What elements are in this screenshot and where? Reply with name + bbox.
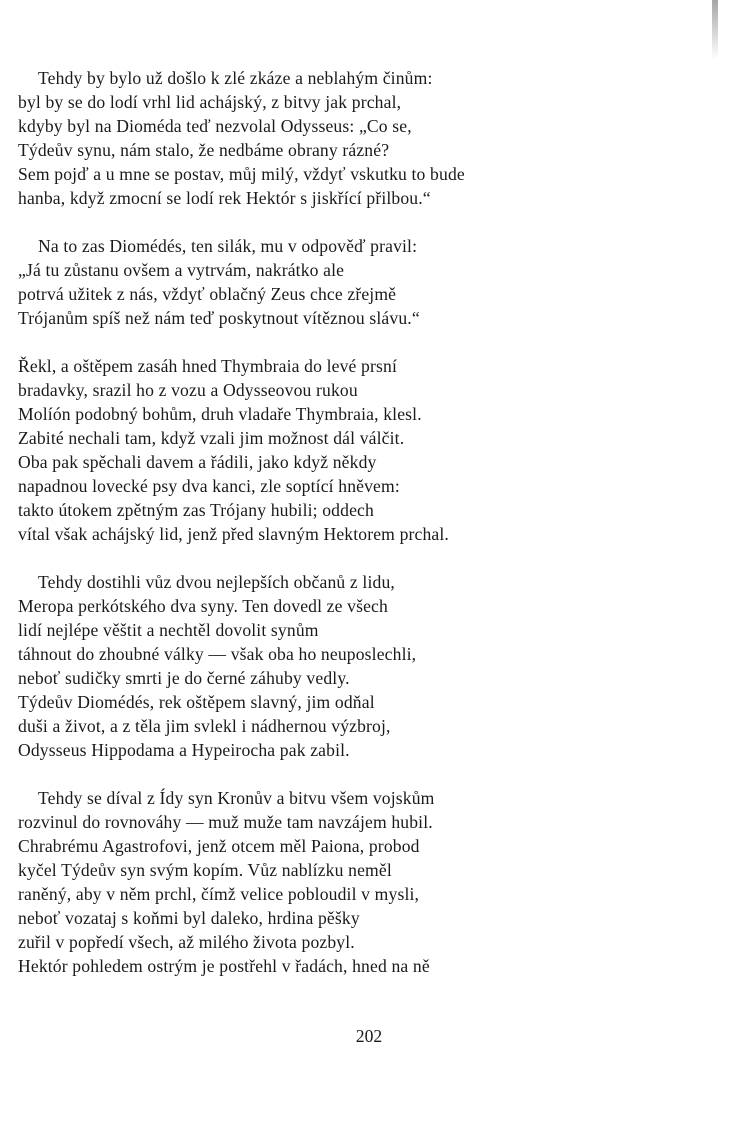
- verse-line: Odysseus Hippodama a Hypeirocha pak zabil.: [18, 740, 350, 760]
- verse-line: hanba, když zmocní se lodí rek Hektór s jiskřící přilbou.“: [18, 188, 431, 208]
- verse-line: zuřil v popředí všech, až milého života pozbyl.: [18, 932, 355, 952]
- verse-line: Trójanům spíš než nám teď poskytnout vítěznou slávu.“: [18, 308, 420, 328]
- verse-line: neboť vozataj s koňmi byl daleko, hrdina pěšky: [18, 908, 360, 928]
- verse-line: Tehdy by bylo už došlo k zlé zkáze a neblahým činům:: [38, 68, 433, 88]
- verse-line: Zabité nechali tam, když vzali jim možnost dál válčit.: [18, 428, 405, 448]
- verse-line: neboť sudičky smrti je do černé záhuby vedly.: [18, 668, 350, 688]
- page-edge-shadow: [712, 0, 718, 60]
- verse-line: rozvinul do rovnováhy — muž muže tam navzájem hubil.: [18, 812, 433, 832]
- verse-line: vítal však achájský lid, jenž před slavným Hektorem prchal.: [18, 524, 449, 544]
- verse-line: kyčel Týdeův syn svým kopím. Vůz nablízku neměl: [18, 860, 392, 880]
- verse-line: Meropa perkótského dva syny. Ten dovedl ze všech: [18, 596, 388, 616]
- verse-line: Sem pojď a u mne se postav, můj milý, vždyť vskutku to bude: [18, 164, 465, 184]
- stanza: [18, 786, 718, 978]
- verse-line: Na to zas Diomédés, ten silák, mu v odpověď pravil:: [38, 236, 418, 256]
- stanza: [18, 234, 718, 330]
- page-number: 202: [355, 1026, 383, 1046]
- verse-line: Tehdy dostihli vůz dvou nejlepších občanů z lidu,: [38, 572, 395, 592]
- verse-line: Chrabrému Agastrofovi, jenž otcem měl Paiona, probod: [18, 836, 420, 856]
- verse-line: Molíón podobný bohům, druh vladaře Thymbraia, klesl.: [18, 404, 422, 424]
- verse-line: táhnout do zhoubné války — však oba ho neuposlechli,: [18, 644, 417, 664]
- verse-line: raněný, aby v něm prchl, čímž velice pobloudil v mysli,: [18, 884, 420, 904]
- stanza: [18, 570, 718, 762]
- stanza: [18, 354, 718, 546]
- verse-line: Hektór pohledem ostrým je postřehl v řadách, hned na ně: [18, 956, 430, 976]
- stanza: [18, 66, 718, 210]
- verse-line: Oba pak spěchali davem a řádili, jako když někdy: [18, 452, 377, 472]
- verse-line: Týdeův Diomédés, rek oštěpem slavný, jim odňal: [18, 692, 375, 712]
- verse-line: Týdeův synu, nám stalo, že nedbáme obrany rázné?: [18, 140, 390, 160]
- verse-line: napadnou lovecké psy dva kanci, zle soptící hněvem:: [18, 476, 400, 496]
- verse-line: bradavky, srazil ho z vozu a Odysseovou rukou: [18, 380, 358, 400]
- verse-line: kdyby byl na Dioméda teď nezvolal Odysseus: „Co se,: [18, 116, 412, 136]
- verse-line: takto útokem zpětným zas Trójany hubili; oddech: [18, 500, 374, 520]
- verse-line: Řekl, a oštěpem zasáh hned Thymbraia do levé prsní: [18, 356, 397, 376]
- verse-line: „Já tu zůstanu ovšem a vytrvám, nakrátko ale: [18, 260, 345, 280]
- verse-line: lidí nejlépe věštit a nechtěl dovolit synům: [18, 620, 319, 640]
- verse-line: byl by se do lodí vrhl lid achájský, z bitvy jak prchal,: [18, 92, 402, 112]
- poem-text: [18, 66, 718, 1002]
- verse-line: potrvá užitek z nás, vždyť oblačný Zeus chce zřejmě: [18, 284, 397, 304]
- verse-line: duši a život, a z těla jim svlekl i nádhernou výzbroj,: [18, 716, 391, 736]
- verse-line: Tehdy se díval z Ídy syn Kronův a bitvu všem vojskům: [38, 788, 435, 808]
